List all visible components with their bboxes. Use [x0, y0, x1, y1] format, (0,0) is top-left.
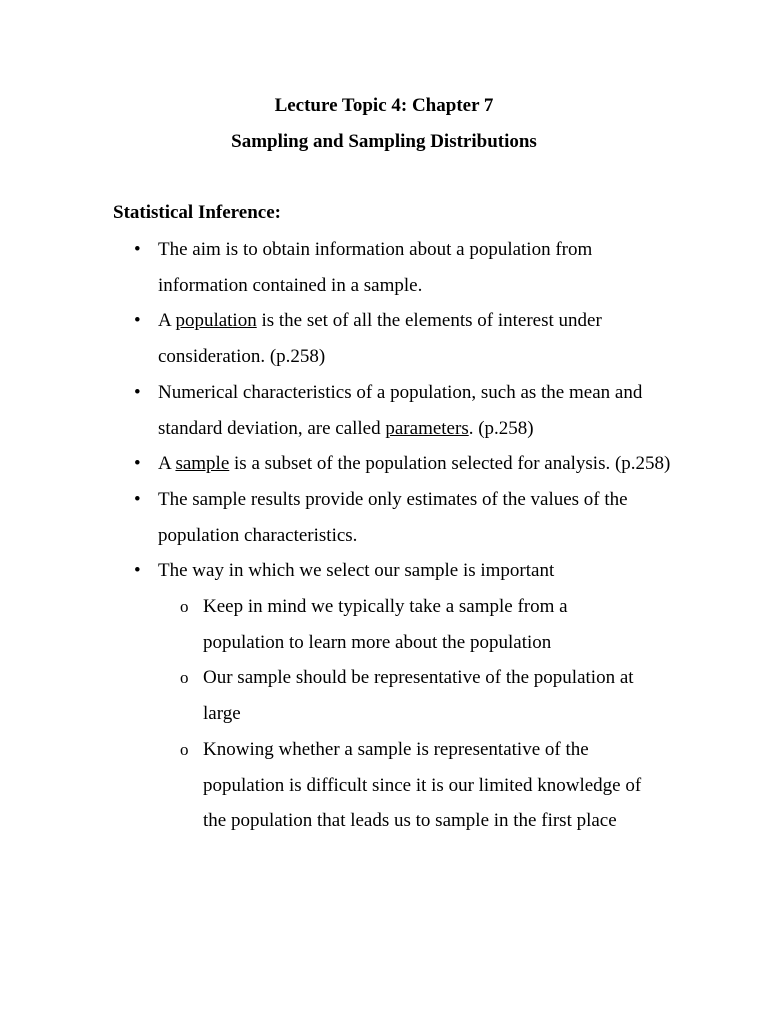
- bullet-text-pre: A: [158, 310, 176, 332]
- bullet-text-post: is the set of all the elements of interest under consideration. (p.258): [158, 310, 602, 368]
- term-parameters: parameters: [385, 417, 469, 439]
- sub-bullet-item: [180, 660, 653, 731]
- sub-bullet-text: Our sample should be representative of the population at large: [203, 667, 634, 725]
- section-heading: Statistical Inference:: [113, 202, 281, 223]
- bullet-text-pre: A: [158, 453, 176, 475]
- bullet-item: [0, 553, 678, 839]
- circle-bullet-icon: o: [180, 739, 189, 759]
- sub-bullet-text: Keep in mind we typically take a sample from a population to learn more about the population: [203, 596, 568, 653]
- bullet-item: [0, 232, 678, 303]
- bullet-text: The aim is to obtain information about a population from information contained in a sample.: [158, 239, 593, 296]
- bullet-icon: •: [134, 453, 141, 475]
- sub-bullet-item: [180, 732, 653, 839]
- bullet-item: [0, 303, 678, 374]
- circle-bullet-icon: o: [180, 668, 189, 688]
- bullet-icon: •: [134, 488, 141, 510]
- term-population: population: [175, 310, 257, 332]
- bullet-item: [0, 482, 678, 553]
- sub-bullet-list: [158, 589, 678, 839]
- bullet-item: [0, 375, 678, 446]
- bullet-list: [0, 232, 768, 839]
- bullet-icon: •: [134, 381, 141, 403]
- bullet-text-post: . (p.258): [468, 417, 534, 439]
- bullet-text: The way in which we select our sample is important: [158, 560, 555, 582]
- term-sample: sample: [175, 453, 230, 475]
- bullet-text-pre: Numerical characteristics of a population, such as the mean and standard deviation, are called: [158, 381, 643, 439]
- bullet-icon: •: [134, 239, 141, 260]
- circle-bullet-icon: o: [180, 597, 189, 617]
- bullet-item: [0, 446, 678, 482]
- chapter-title: Sampling and Sampling Distributions: [231, 131, 537, 152]
- lecture-title: Lecture Topic 4: Chapter 7: [274, 95, 494, 116]
- bullet-icon: •: [134, 310, 141, 332]
- bullet-text: The sample results provide only estimates of the values of the population characteristics.: [158, 488, 628, 546]
- bullet-icon: •: [134, 560, 141, 582]
- sub-bullet-text: Knowing whether a sample is representative of the population is difficult since it is our limited knowledge of the population that leads us to sample in the first place: [203, 738, 642, 832]
- sub-bullet-item: [180, 589, 653, 660]
- bullet-text-post: is a subset of the population selected for analysis. (p.258): [229, 453, 671, 475]
